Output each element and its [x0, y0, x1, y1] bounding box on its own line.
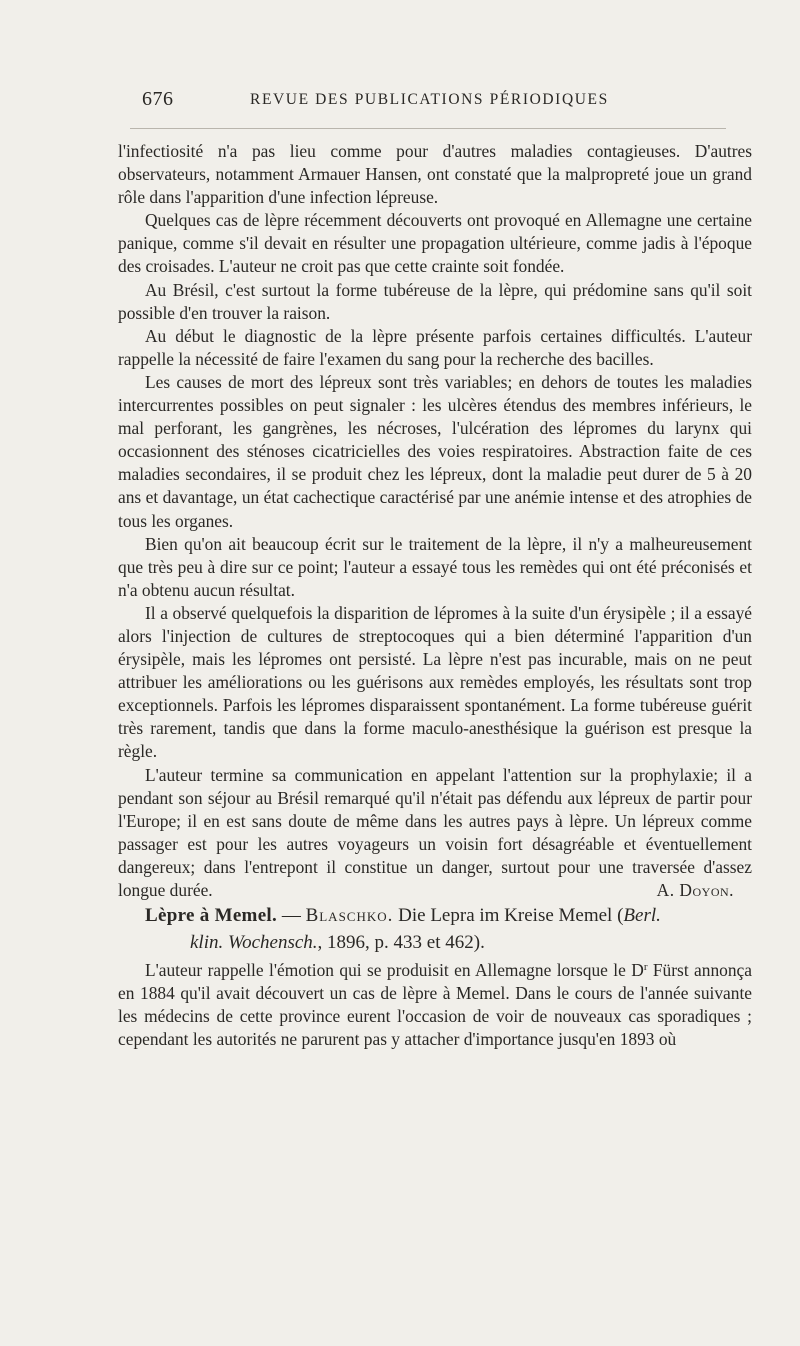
paragraph-5: Les causes de mort des lépreux sont très variables; en dehors de toutes les maladies intercurrentes possibles on peut signaler : les ulcères étendus des membres inférieurs, le mal perforant, les gangrènes, les nécroses, l'ulcération des lépromes du larynx qui occasionnent des sténoses cicatricielles des voies respiratoires. Abstraction faite de ces maladies secondaires, il se produit chez les lépreux, dont la maladie peut durer de 5 à 20 ans et davantage, un état cachectique caractérisé par une anémie intense et des atrophies de tous les organes.: [118, 371, 752, 531]
paragraph-last: [118, 956, 752, 1051]
section-citation-tail: , 1896, p. 433 et 462).: [317, 932, 485, 954]
section-journal-2: klin. Wochensch.: [190, 932, 318, 954]
paragraph-last-sup: r: [643, 961, 648, 974]
paragraph-3: Au Brésil, c'est surtout la forme tubéreuse de la lèpre, qui prédomine sans qu'il soit possible d'en trouver la raison.: [118, 279, 752, 323]
body-text: [118, 140, 752, 1051]
paragraph-last-a: L'auteur rappelle l'émotion qui se produisit en Allemagne lorsque le D: [145, 960, 644, 981]
section-journal-1: Berl.: [623, 905, 661, 927]
paragraph-2: Quelques cas de lèpre récemment découverts ont provoqué en Allemagne une certaine panique, comme s'il devait en résulter une propagation ultérieure, comme jadis à l'époque des croisades. L'auteur ne croit pas que cette crainte soit fondée.: [118, 210, 752, 277]
section-title-line2: [118, 929, 752, 956]
page-number: 676: [142, 88, 174, 110]
section-work: Die Lepra im Kreise Memel (: [393, 905, 624, 927]
running-head: REVUE DES PUBLICATIONS PÉRIODIQUES: [250, 91, 609, 108]
paragraph-1: l'infectiosité n'a pas lieu comme pour d'autres maladies contagieuses. D'autres observateurs, notamment Armauer Hansen, ont constaté que la malpropreté joue un grand rôle dans l'apparition d'une infection lépreuse.: [118, 141, 752, 208]
paragraph-4: Au début le diagnostic de la lèpre présente parfois certaines difficultés. L'auteur rappelle la nécessité de faire l'examen du sang pour la recherche des bacilles.: [118, 325, 752, 369]
paragraph-8: [118, 764, 752, 903]
section-author: Blaschko.: [305, 905, 394, 927]
section-title: [118, 902, 752, 956]
header-rule: [130, 128, 726, 129]
paragraph-6: Bien qu'on ait beaucoup écrit sur le traitement de la lèpre, il n'y a malheureusement que très peu à dire sur ce point; l'auteur a essayé tous les remèdes qui ont été préconisés et n'a obtenu aucun résultat.: [118, 533, 752, 600]
paragraph-last-b: Fürst annonça en 1884 qu'il avait découvert un cas de lèpre à Memel. Dans le cours de l'année suivante les médecins de cette province eurent l'occasion de voir de nouveaux cas sporadiques ; cependant les autorités ne parurent pas y attacher d'importance jusqu'en 1893 où: [118, 960, 752, 1050]
section-title-main: Lèpre à Memel.: [145, 905, 278, 927]
signature: A. Doyon.: [656, 880, 734, 900]
paragraph-8-text: L'auteur termine sa communication en appelant l'attention sur la prophylaxie; il a pendant son séjour au Brésil remarqué qu'il n'était pas défendu aux lépreux de partir pour l'Europe; il en est sans doute de même dans les autres pays à lèpre. Un lépreux comme passager est pour les autres voyageurs un voisin fort désagréable et éventuellement dangereux; dans l'entrepont il constitue un danger, surtout pour une traversée d'assez longue durée.: [118, 764, 752, 900]
section-dash: —: [277, 905, 306, 927]
paragraph-7: Il a observé quelquefois la disparition de lépromes à la suite d'un érysipèle ; il a essayé alors l'injection de cultures de streptocoques qui a bien déterminé l'apparition d'un érysipèle, mais les lépromes ont persisté. La lèpre n'est pas incurable, mais on ne peut attribuer les améliorations ou les guérisons aux remèdes employés, les résultats sont trop exceptionnels. Parfois les lépromes disparaissent spontanément. La forme tubéreuse guérit très rarement, tandis que dans la forme maculo-anesthésique la guérison est presque la règle.: [118, 602, 752, 762]
page-header: [118, 88, 752, 116]
